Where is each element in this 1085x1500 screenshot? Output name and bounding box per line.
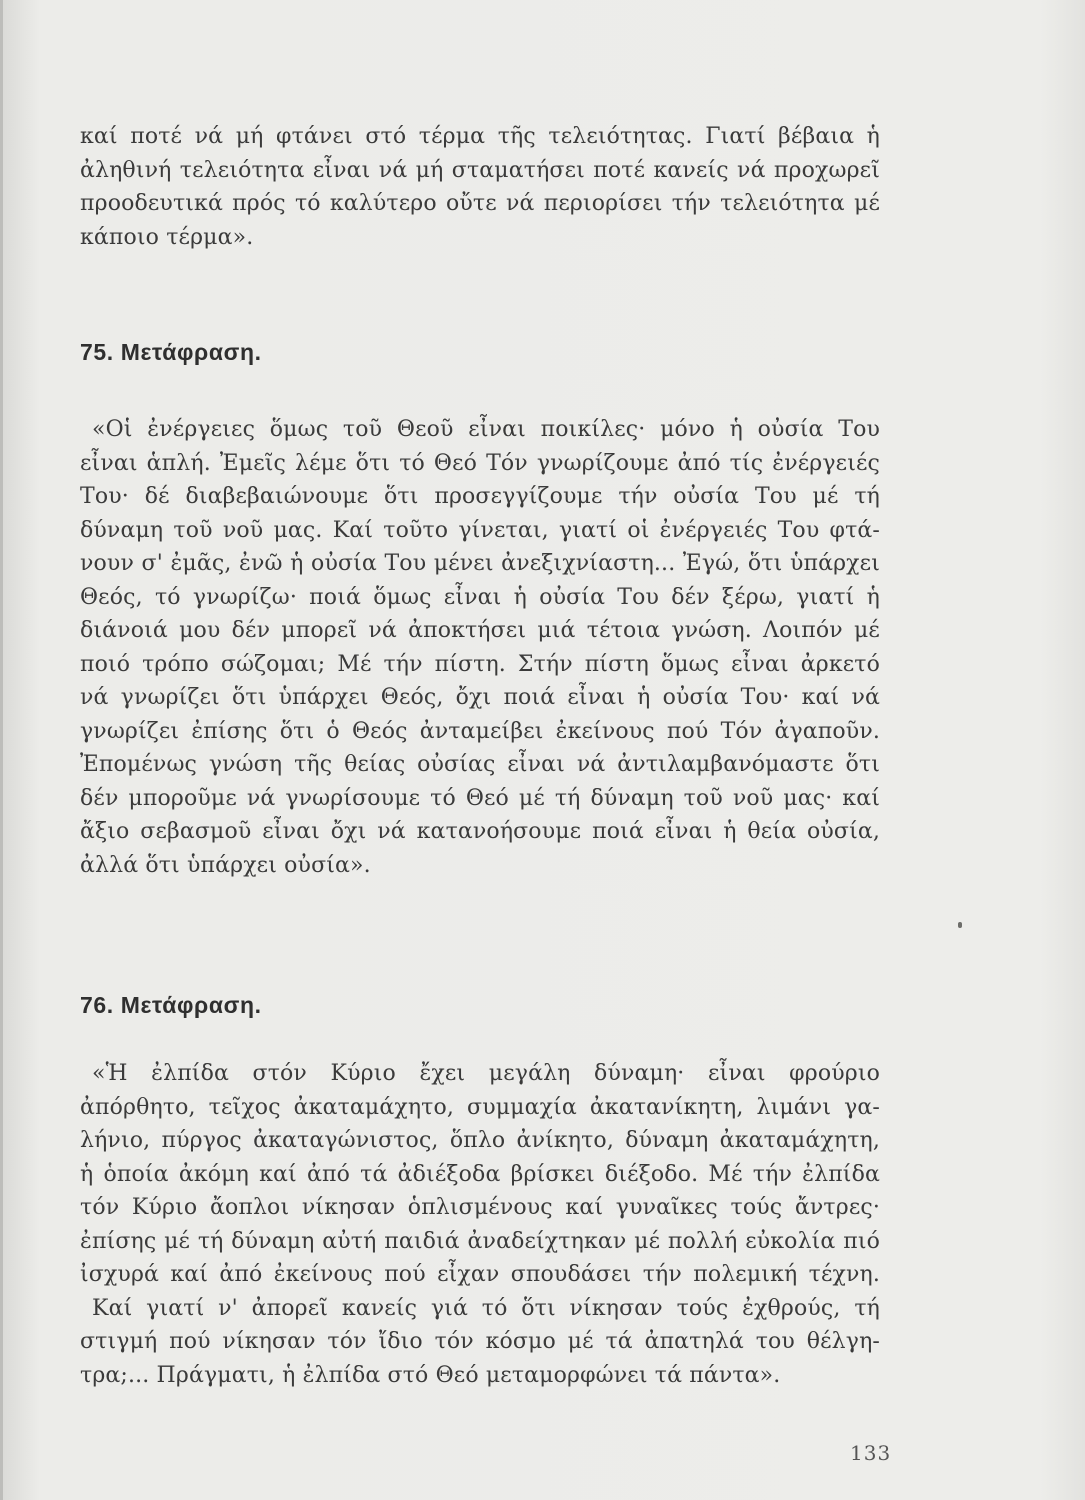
text-line: τρα;... Πράγματι, ἡ ἐλπίδα στό Θεό μεταμορφώνει τά πάντα». — [80, 1362, 781, 1388]
page-number: 133 — [850, 1441, 892, 1465]
page-spine-shadow — [0, 0, 3, 1500]
section-76-body — [80, 1057, 880, 1392]
text-line: τόν Κύριο ἄοπλοι νίκησαν ὁπλισμένους καί γυναῖκες τούς ἄντρες· — [80, 1195, 880, 1220]
text-line: εἶναι ἁπλή. Ἐμεῖς λέμε ὅτι τό Θεό Τόν γνωρίζουμε ἀπό τίς ἐνέργειές — [80, 450, 880, 476]
paper-speck — [958, 922, 962, 928]
text-line: ἰσχυρά καί ἀπό ἐκείνους πού εἶχαν σπουδάσει τήν πολεμική τέχνη. — [80, 1262, 880, 1287]
text-line: Του· δέ διαβεβαιώνουμε ὅτι προσεγγίζουμε τήν οὐσία Του μέ τή — [80, 484, 880, 509]
text-line: λήνιο, πύργος ἀκαταγώνιστος, ὅπλο ἀνίκητο, δύναμη ἀκαταμάχητη, — [80, 1128, 880, 1153]
text-line: προοδευτικά πρός τό καλύτερο οὔτε νά περιορίσει τήν τελειότητα μέ — [80, 191, 880, 216]
text-line: Ἐπομένως γνώση τῆς θείας οὐσίας εἶναι νά ἀντιλαμβανόμαστε ὅτι — [80, 752, 880, 777]
text-line: ἡ ὁποία ἀκόμη καί ἀπό τά ἀδιέξοδα βρίσκει διέξοδο. Μέ τήν ἐλπίδα — [80, 1161, 880, 1187]
text-line: στιγμή πού νίκησαν τόν ἴδιο τόν κόσμο μέ τά ἀπατηλά του θέλγη- — [80, 1329, 880, 1354]
text-line: «Οἱ ἐνέργειες ὅμως τοῦ Θεοῦ εἶναι ποικίλες· μόνο ἡ οὐσία Του — [92, 417, 880, 442]
text-line: δέν μποροῦμε νά γνωρίσουμε τό Θεό μέ τή δύναμη τοῦ νοῦ μας· καί — [80, 785, 880, 811]
section-75-heading: 75. Μετάφραση. — [80, 339, 262, 365]
text-line: ἀληθινή τελειότητα εἶναι νά μή σταματήσει ποτέ κανείς νά προχωρεῖ — [80, 157, 880, 183]
text-line: Καί γιατί ν' ἀπορεῖ κανείς γιά τό ὅτι νίκησαν τούς ἐχθρούς, τή — [92, 1295, 880, 1321]
text-line: ἀλλά ὅτι ὑπάρχει οὐσία». — [80, 852, 371, 878]
text-line: ἄξιο σεβασμοῦ εἶναι ὄχι νά κατανοήσουμε ποιά εἶναι ἡ θεία οὐσία, — [80, 819, 880, 844]
section-76-heading: 76. Μετάφραση. — [80, 992, 262, 1018]
text-line: «Ἡ ἐλπίδα στόν Κύριο ἔχει μεγάλη δύναμη· εἶναι φρούριο — [92, 1061, 880, 1086]
text-line: Θεός, τό γνωρίζω· ποιά ὅμως εἶναι ἡ οὐσία Του δέν ξέρω, γιατί ἡ — [80, 584, 880, 610]
text-line: δύναμη τοῦ νοῦ μας. Καί τοῦτο γίνεται, γιατί οἱ ἐνέργειές Του φτά- — [80, 517, 880, 543]
section-75-body — [80, 413, 880, 882]
text-line: ἐπίσης μέ τή δύναμη αὐτή παιδιά ἀναδείχτηκαν μέ πολλή εὐκολία πιό — [80, 1228, 880, 1254]
text-line: νά γνωρίζει ὅτι ὑπάρχει Θεός, ὄχι ποιά εἶναι ἡ οὐσία Του· καί νά — [80, 685, 880, 710]
text-line: γνωρίζει ἐπίσης ὅτι ὁ Θεός ἀνταμείβει ἐκείνους πού Τόν ἀγαποῦν. — [80, 718, 880, 744]
text-line: ἀπόρθητο, τεῖχος ἀκαταμάχητο, συμμαχία ἀκατανίκητη, λιμάνι γα- — [80, 1094, 880, 1120]
text-line: καί ποτέ νά μή φτάνει στό τέρμα τῆς τελειότητας. Γιατί βέβαια ἡ — [80, 124, 880, 149]
text-line: νουν σ' ἐμᾶς, ἐνῶ ἡ οὐσία Του μένει ἀνεξιχνίαστη... Ἐγώ, ὅτι ὑπάρχει — [80, 551, 880, 576]
text-line: ποιό τρόπο σώζομαι; Μέ τήν πίστη. Στήν πίστη ὅμως εἶναι ἀρκετό — [80, 651, 880, 677]
top-paragraph — [80, 120, 880, 254]
text-line: κάποιο τέρμα». — [80, 224, 254, 250]
text-line: διάνοιά μου δέν μπορεῖ νά ἀποκτήσει μιά τέτοια γνώση. Λοιπόν μέ — [80, 618, 880, 643]
